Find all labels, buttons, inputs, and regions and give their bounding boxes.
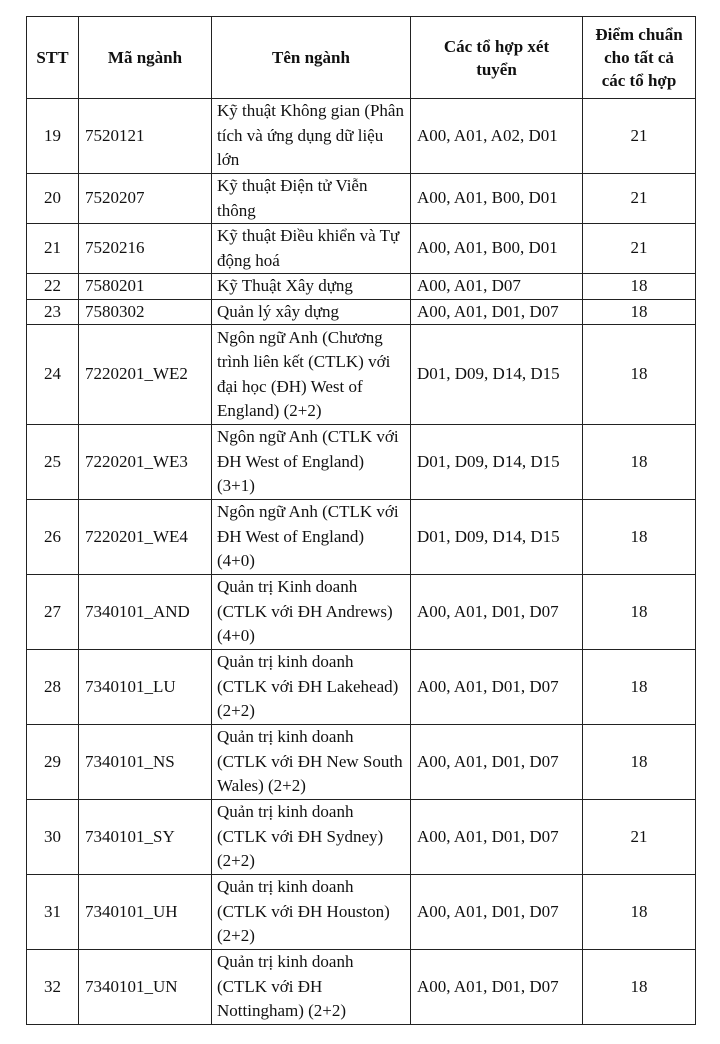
cell-code: 7340101_NS: [79, 725, 212, 800]
cell-code: 7520216: [79, 224, 212, 274]
cell-code: 7220201_WE2: [79, 325, 212, 425]
cell-code: 7340101_AND: [79, 575, 212, 650]
table-row: [27, 325, 696, 425]
cell-combos: A00, A01, D01, D07: [411, 299, 583, 325]
admission-table-container: [26, 16, 696, 1025]
cell-score: 21: [583, 224, 696, 274]
cell-name: Quản lý xây dựng: [212, 299, 411, 325]
cell-name: Ngôn ngữ Anh (CTLK với ĐH West of England) (3+1): [212, 425, 411, 500]
cell-stt: 19: [27, 99, 79, 174]
cell-score: 18: [583, 325, 696, 425]
cell-stt: 23: [27, 299, 79, 325]
table-row: [27, 500, 696, 575]
cell-stt: 27: [27, 575, 79, 650]
cell-combos: D01, D09, D14, D15: [411, 425, 583, 500]
cell-score: 18: [583, 950, 696, 1025]
table-row: [27, 725, 696, 800]
table-row: [27, 274, 696, 300]
admission-scores-table: [26, 16, 696, 1025]
table-row: [27, 224, 696, 274]
header-row: [27, 17, 696, 99]
cell-stt: 25: [27, 425, 79, 500]
cell-combos: D01, D09, D14, D15: [411, 500, 583, 575]
cell-name: Quản trị Kinh doanh (CTLK với ĐH Andrews) (4+0): [212, 575, 411, 650]
cell-stt: 20: [27, 174, 79, 224]
cell-name: Ngôn ngữ Anh (CTLK với ĐH West of England) (4+0): [212, 500, 411, 575]
cell-stt: 30: [27, 800, 79, 875]
cell-name: Quản trị kinh doanh (CTLK với ĐH Lakehead) (2+2): [212, 650, 411, 725]
cell-score: 18: [583, 575, 696, 650]
cell-name: Quản trị kinh doanh (CTLK với ĐH New South Wales) (2+2): [212, 725, 411, 800]
cell-name: Quản trị kinh doanh (CTLK với ĐH Nottingham) (2+2): [212, 950, 411, 1025]
cell-score: 18: [583, 274, 696, 300]
cell-name: Kỹ Thuật Xây dựng: [212, 274, 411, 300]
table-row: [27, 425, 696, 500]
cell-code: 7580201: [79, 274, 212, 300]
cell-combos: A00, A01, D01, D07: [411, 800, 583, 875]
cell-stt: 26: [27, 500, 79, 575]
cell-combos: D01, D09, D14, D15: [411, 325, 583, 425]
cell-stt: 28: [27, 650, 79, 725]
cell-code: 7520121: [79, 99, 212, 174]
cell-combos: A00, A01, D01, D07: [411, 875, 583, 950]
cell-name: Ngôn ngữ Anh (Chương trình liên kết (CTLK) với đại học (ĐH) West of England) (2+2): [212, 325, 411, 425]
cell-score: 18: [583, 725, 696, 800]
table-row: [27, 875, 696, 950]
cell-combos: A00, A01, D01, D07: [411, 950, 583, 1025]
cell-score: 21: [583, 174, 696, 224]
cell-name: Quản trị kinh doanh (CTLK với ĐH Houston) (2+2): [212, 875, 411, 950]
cell-name: Kỹ thuật Không gian (Phân tích và ứng dụng dữ liệu lớn: [212, 99, 411, 174]
cell-stt: 29: [27, 725, 79, 800]
header-name: Tên ngành: [212, 17, 411, 99]
table-row: [27, 575, 696, 650]
cell-code: 7340101_UH: [79, 875, 212, 950]
cell-stt: 24: [27, 325, 79, 425]
cell-combos: A00, A01, D07: [411, 274, 583, 300]
cell-code: 7340101_SY: [79, 800, 212, 875]
cell-score: 18: [583, 875, 696, 950]
cell-combos: A00, A01, D01, D07: [411, 575, 583, 650]
cell-score: 18: [583, 425, 696, 500]
cell-combos: A00, A01, B00, D01: [411, 224, 583, 274]
cell-combos: A00, A01, D01, D07: [411, 725, 583, 800]
cell-code: 7340101_UN: [79, 950, 212, 1025]
cell-combos: A00, A01, B00, D01: [411, 174, 583, 224]
cell-name: Kỹ thuật Điện tử Viễn thông: [212, 174, 411, 224]
cell-stt: 31: [27, 875, 79, 950]
cell-score: 21: [583, 800, 696, 875]
cell-score: 18: [583, 299, 696, 325]
cell-code: 7220201_WE4: [79, 500, 212, 575]
header-stt: STT: [27, 17, 79, 99]
cell-name: Kỹ thuật Điều khiển và Tự động hoá: [212, 224, 411, 274]
cell-score: 18: [583, 650, 696, 725]
header-code: Mã ngành: [79, 17, 212, 99]
header-score: Điểm chuẩn cho tất cả các tổ hợp: [583, 17, 696, 99]
table-row: [27, 650, 696, 725]
cell-name: Quản trị kinh doanh (CTLK với ĐH Sydney) (2+2): [212, 800, 411, 875]
cell-score: 21: [583, 99, 696, 174]
cell-code: 7520207: [79, 174, 212, 224]
cell-code: 7220201_WE3: [79, 425, 212, 500]
cell-stt: 22: [27, 274, 79, 300]
cell-code: 7580302: [79, 299, 212, 325]
table-row: [27, 99, 696, 174]
table-row: [27, 174, 696, 224]
table-row: [27, 950, 696, 1025]
table-row: [27, 800, 696, 875]
cell-score: 18: [583, 500, 696, 575]
cell-stt: 21: [27, 224, 79, 274]
cell-combos: A00, A01, D01, D07: [411, 650, 583, 725]
cell-stt: 32: [27, 950, 79, 1025]
cell-combos: A00, A01, A02, D01: [411, 99, 583, 174]
table-row: [27, 299, 696, 325]
cell-code: 7340101_LU: [79, 650, 212, 725]
header-combos: Các tổ hợp xét tuyển: [411, 17, 583, 99]
